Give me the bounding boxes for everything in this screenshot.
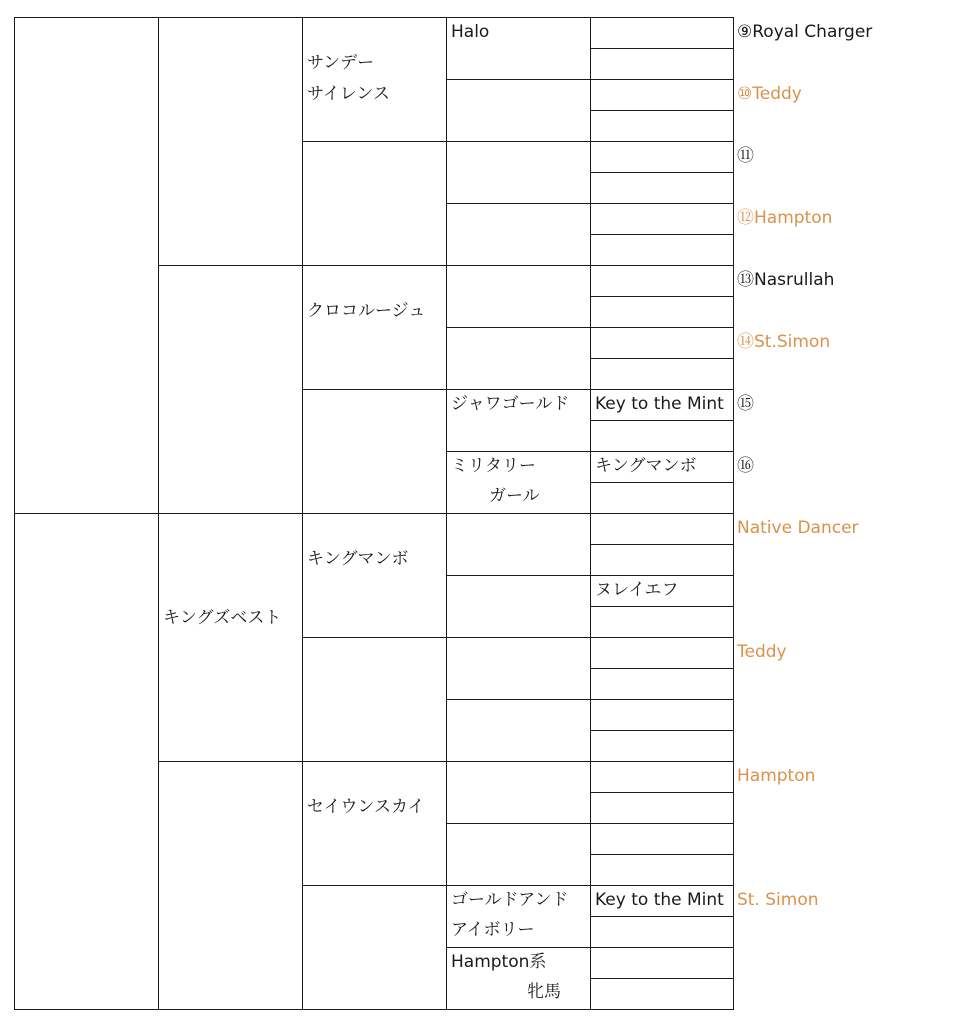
- gen4-cell: [446, 823, 591, 886]
- gen4-cell: [446, 141, 591, 204]
- gen2-cell: [158, 761, 303, 1010]
- gen5-cell: [590, 947, 734, 979]
- gen5-cell: [590, 668, 734, 700]
- sire-cell: [14, 17, 159, 514]
- horse-name: Key to the Mint: [595, 394, 724, 414]
- side-note: ⑯: [737, 456, 754, 476]
- gen5-cell: [590, 637, 734, 669]
- gen5-cell: [590, 296, 734, 328]
- gen5-cell: [590, 854, 734, 886]
- gen4-cell: [446, 79, 591, 142]
- horse-name: ヌレイエフ: [595, 580, 679, 600]
- horse-name: 牝馬: [527, 982, 561, 1002]
- gen5-cell: [590, 110, 734, 142]
- horse-name: アイボリー: [451, 920, 535, 940]
- gen5-cell: [590, 17, 734, 49]
- horse-name: サイレンス: [307, 84, 390, 104]
- side-note: ⑪: [737, 146, 754, 166]
- horse-name: Halo: [451, 22, 490, 42]
- side-note: Teddy: [737, 642, 787, 662]
- horse-name: ジャワゴールド: [451, 394, 570, 414]
- gen3-cell: [302, 637, 447, 762]
- gen3-cell: [302, 141, 447, 266]
- gen5-cell: [590, 699, 734, 731]
- gen4-cell: [446, 265, 591, 328]
- side-note: Native Dancer: [737, 518, 859, 538]
- gen5-cell: [590, 606, 734, 638]
- gen4-cell: [446, 389, 591, 452]
- gen4-cell: [446, 513, 591, 576]
- dam-cell: [14, 513, 159, 1010]
- gen5-cell: [590, 358, 734, 390]
- horse-name: キングマンボ: [307, 549, 409, 569]
- gen5-cell: [590, 823, 734, 855]
- gen5-cell: [590, 327, 734, 359]
- gen5-cell: [590, 79, 734, 111]
- horse-name: ミリタリー: [451, 456, 536, 476]
- gen5-cell: [590, 482, 734, 514]
- gen5-cell: [590, 575, 734, 607]
- gen3-cell: [302, 265, 447, 390]
- gen5-cell: [590, 792, 734, 824]
- gen4-cell: [446, 203, 591, 266]
- gen4-cell: [446, 885, 591, 948]
- gen5-cell: [590, 916, 734, 948]
- gen4-cell: [446, 327, 591, 390]
- horse-name: Hampton系: [451, 952, 547, 972]
- horse-name: サンデー: [307, 53, 375, 73]
- gen5-cell: [590, 761, 734, 793]
- horse-name: クロコルージュ: [307, 301, 426, 321]
- gen4-cell: [446, 761, 591, 824]
- gen5-cell: [590, 234, 734, 266]
- gen3-cell: [302, 389, 447, 514]
- gen4-cell: [446, 699, 591, 762]
- gen4-cell: [446, 451, 591, 514]
- gen5-cell: [590, 730, 734, 762]
- gen5-cell: [590, 141, 734, 173]
- gen2-cell: [158, 513, 303, 762]
- horse-name: キングマンボ: [595, 456, 697, 476]
- gen5-cell: [590, 513, 734, 545]
- gen2-cell: [158, 17, 303, 266]
- gen5-cell: [590, 172, 734, 204]
- gen5-cell: [590, 265, 734, 297]
- gen2-cell: [158, 265, 303, 514]
- gen5-cell: [590, 389, 734, 421]
- gen4-cell: [446, 17, 591, 80]
- gen5-cell: [590, 420, 734, 452]
- gen3-cell: [302, 885, 447, 1010]
- horse-name: キングズベスト: [163, 608, 282, 628]
- horse-name: ガール: [489, 486, 540, 506]
- gen5-cell: [590, 885, 734, 917]
- gen5-cell: [590, 451, 734, 483]
- gen4-cell: [446, 575, 591, 638]
- side-note: ⑬Nasrullah: [737, 270, 835, 290]
- gen5-cell: [590, 48, 734, 80]
- gen3-cell: [302, 761, 447, 886]
- gen5-cell: [590, 978, 734, 1010]
- gen4-cell: [446, 637, 591, 700]
- side-note: Hampton: [737, 766, 816, 786]
- horse-name: ゴールドアンド: [451, 890, 569, 910]
- horse-name: Key to the Mint: [595, 890, 724, 910]
- gen3-cell: [302, 17, 447, 142]
- gen5-cell: [590, 203, 734, 235]
- side-note: ⑩Teddy: [737, 84, 802, 104]
- side-note: ⑭St.Simon: [737, 332, 831, 352]
- side-note: ⑫Hampton: [737, 208, 833, 228]
- gen5-cell: [590, 544, 734, 576]
- gen3-cell: [302, 513, 447, 638]
- horse-name: セイウンスカイ: [307, 797, 425, 817]
- side-note: ⑮: [737, 394, 754, 414]
- side-note: St. Simon: [737, 890, 819, 910]
- gen4-cell: [446, 947, 591, 1010]
- side-note: ⑨Royal Charger: [737, 22, 873, 42]
